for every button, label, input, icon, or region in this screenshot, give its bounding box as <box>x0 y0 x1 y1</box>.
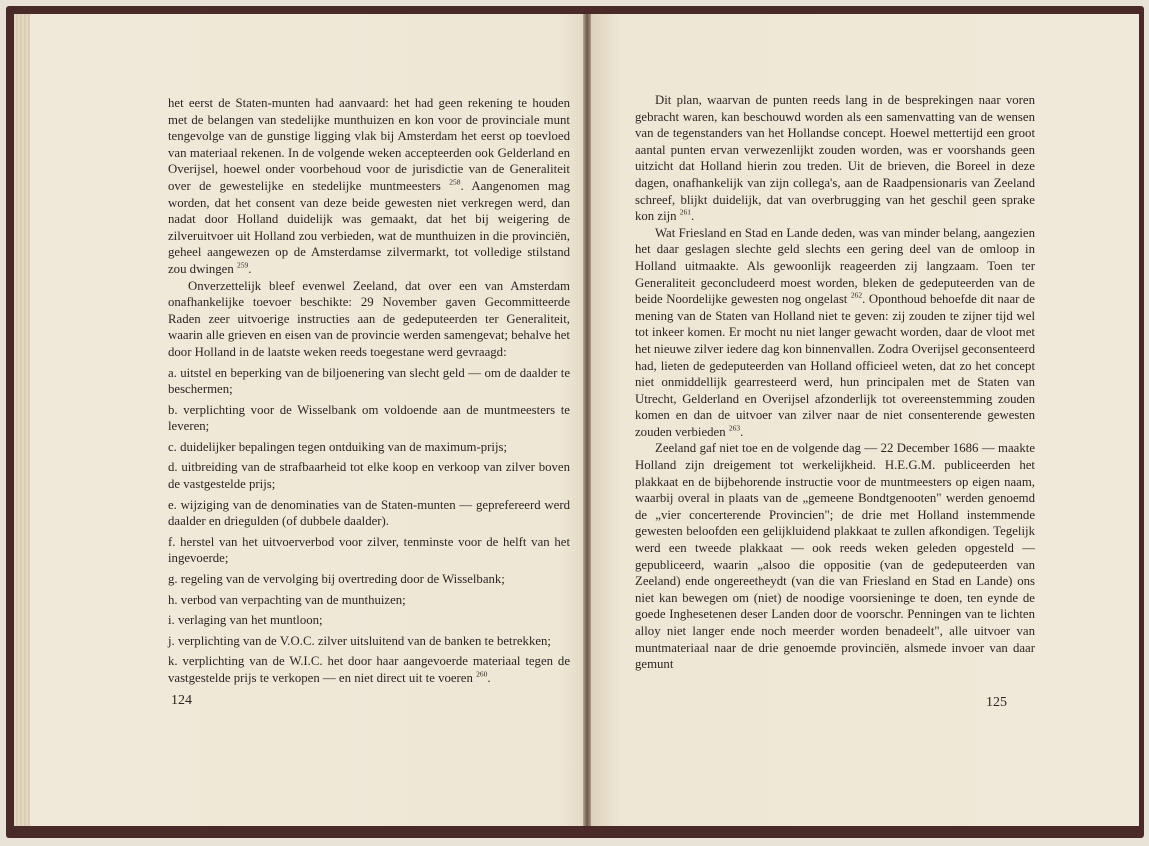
paragraph-text: b. verplichting voor de Wisselbank om voldoende aan de muntmeesters te leveren; <box>168 402 570 434</box>
footnote-ref: 263 <box>728 423 741 433</box>
paragraph-text: . Oponthoud behoefde dit naar de mening van de Staten van Holland niet te geven: zij zouden te zijner tijd wel tot inkeer komen. Er mocht nu niet langer gewacht worden, daar de vloot met het nieuwe zilver iedere dag kon binnenvallen. Zodra Overijsel geconsenteerd had, lieten de gedeputeerden van Holland officieel weten, dat zo het concept niet onmiddellijk gearresteerd werd, hun principalen met de Staten van Utrecht, Gelderland en Overijsel afzonderlijk tot overeenstemming zouden komen en dan de uitvoer van zilver naar de niet consenterende gewesten zouden verbieden <box>635 292 1035 439</box>
paragraph-text: k. verplichting van de W.I.C. het door haar aangevoerde materiaal tegen de vastgestelde prijs te verkopen — en niet direct uit te voeren <box>168 654 570 685</box>
right-page-text <box>635 92 1035 673</box>
paragraph-text: f. herstel van het uitvoerverbod voor zilver, tenminste voor de helft van het ingevoerde; <box>168 534 570 566</box>
list-item <box>168 402 570 435</box>
paragraph-text: . Aangenomen mag worden, dat het consent van deze beide gewesten niet verkregen werd, dan nadat door Holland duidelijk was gemaakt, dat het bij weigering de zilveruitvoer uit Holland zou verbieden, wat de munthuizen in die provinciën, geheel aangewezen op de Amsterdamse zilvermarkt, tot volledige stilstand zou dwingen <box>168 178 570 276</box>
footnote-ref: 259 <box>236 260 249 270</box>
paragraph-text: Zeeland gaf niet toe en de volgende dag — 22 December 1686 — maakte Holland zijn dreigement tot werkelijkheid. H.E.G.M. publiceerden het plakkaat en de bijbehorende instructie voor de muntmeesters op eigen naam, waarbij overal in plaats van de „gemeene Bondtgenooten" werden genoemd de „vier concerterende Provincien"; de drie met Holland instemmende gewesten beloofden een gelijkluidend plakkaat te zullen afkondigen. Tegelijk werd een tweede plakkaat — ook reeds weken geleden opgesteld — gepubliceerd, waarin „alsoo die oppositie (van de gedeputeerden van Zeeland) ende ongereetheydt (van die van Friesland en Stad en Lande) ons niet kan bewegen om (niet) de noodige voorsieninge te doen, ten eynde de goede Inghesetenen deser Landen door de voorschr. Penningen van te lichten alloy niet langer ende noch meerder worden benadeelt", alle uitvoer van muntmateriaal naar de drie genoemde provinciën, alsmede invoer van daar gemunt <box>635 441 1035 672</box>
footnote-ref: 260 <box>476 669 488 679</box>
paragraph <box>635 225 1035 441</box>
list-item <box>168 459 570 492</box>
paragraph-text: i. verlaging van het muntloon; <box>168 613 323 628</box>
footnote-ref: 261 <box>679 207 692 217</box>
paragraph-text: h. verbod van verpachting van de munthuizen; <box>168 592 406 607</box>
footnote-ref: 258 <box>449 177 461 187</box>
paragraph-text: Wat Friesland en Stad en Lande deden, was van minder belang, aangezien het daar geslagen slechte geld slechts een gering deel van de omloop in Holland uitmaakte. Als gewoonlijk reageerden zij langzaam. Toen ter Generaliteit geconcludeerd moest worden, bleken de gedeputeerden van de beide Noordelijke gewesten nog ongelast <box>635 225 1035 307</box>
right-page <box>591 14 1139 826</box>
paragraph <box>168 278 570 361</box>
paragraph-text: g. regeling van de vervolging bij overtreding door de Wisselbank; <box>168 572 505 587</box>
list-item <box>168 497 570 530</box>
paragraph-text: . <box>248 261 252 276</box>
list-item <box>168 571 570 588</box>
list-item <box>168 365 570 398</box>
paragraph-text: het eerst de Staten-munten had aanvaard: het had geen rekening te houden met de belangen van stedelijke munthuizen en kon voor de provinciale munt tengevolge van de gunstige ligging vlak bij Amsterdam het eerst op toevloed van materiaal rekenen. In de volgende weken accepteerden ook Gelderland en Overijsel, hoewel onder voorbehoud voor de jurisdictie van de Generaliteit over de gewestelijke en stedelijke muntmeesters <box>168 96 570 193</box>
paragraph <box>168 95 570 278</box>
list-item <box>168 653 570 686</box>
right-page-number: 125 <box>986 695 1007 710</box>
list-item <box>168 592 570 609</box>
paragraph-text: Onverzettelijk bleef evenwel Zeeland, dat over een van Amsterdam onafhankelijke toevoer beschikte: 29 November gaven Gecommitteerde Raden zeer uitvoerige instructies aan de gedeputeerden ter Generaliteit, waarin alle grieven en eisen van de provincie werden samengevat; behalve het door Holland in de laatste weken reeds toegestane werd gevraagd: <box>168 278 570 359</box>
paragraph-text: e. wijziging van de denominaties van de Staten-munten — geprefereerd werd daalder en driegulden (of dubbele daalder). <box>168 497 570 529</box>
paragraph-text: . <box>740 424 744 439</box>
list-item <box>168 439 570 456</box>
paragraph-text: j. verplichting van de V.O.C. zilver uitsluitend van de banken te betrekken; <box>168 633 551 648</box>
paragraph <box>635 440 1035 672</box>
left-page <box>30 14 585 826</box>
footnote-ref: 262 <box>850 290 863 300</box>
paragraph <box>635 92 1035 225</box>
list-item <box>168 612 570 629</box>
left-page-number: 124 <box>171 693 192 708</box>
paragraph-text: . <box>691 209 695 224</box>
paragraph-text: c. duidelijker bepalingen tegen ontduiking van de maximum-prijs; <box>168 439 508 454</box>
paragraph-text: . <box>487 671 491 685</box>
paragraph-text: Dit plan, waarvan de punten reeds lang in de besprekingen naar voren gebracht waren, kan beschouwd worden als een samenvatting van de wensen van de tegenstanders van het Hollandse concept. Hoewel mettertijd een groot aantal punten ervan verwezenlijkt zouden worden, was er voorshands geen uitzicht dat Holland hierin zou treden. Uit de brieven, die Boreel in deze dagen, onafhankelijk van zijn collega's, aan de Raadpensionaris van Zeeland schreef, blijkt duidelijk, dat van overbrugging van het geschil geen sprake kon zijn <box>635 93 1035 224</box>
list-item <box>168 633 570 650</box>
list-item <box>168 534 570 567</box>
paragraph-text: a. uitstel en beperking van de biljoenering van slecht geld — om de daalder te beschermen; <box>168 365 570 397</box>
paragraph-text: d. uitbreiding van de strafbaarheid tot elke koop en verkoop van zilver boven de vastgestelde prijs; <box>168 460 570 492</box>
left-page-text <box>168 95 570 687</box>
